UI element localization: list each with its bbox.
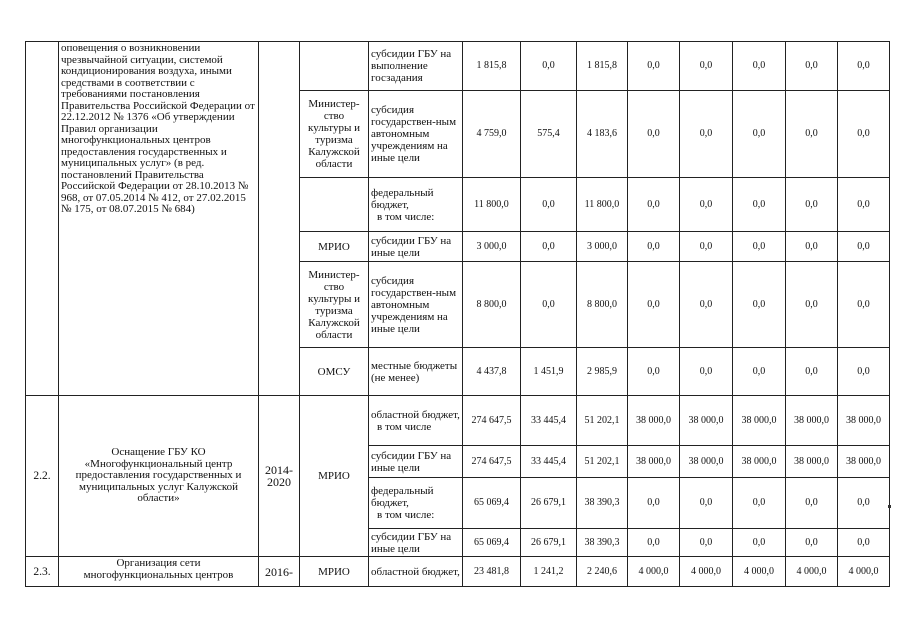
value-cell: 1 815,8 bbox=[577, 42, 628, 91]
executor-cell: МРИО bbox=[300, 232, 369, 262]
section-index-cell: 2.3. bbox=[26, 557, 59, 587]
value-cell: 26 679,1 bbox=[521, 478, 577, 529]
value-cell: 38 000,0 bbox=[628, 396, 680, 446]
value-cell: 8 800,0 bbox=[577, 262, 628, 348]
value-cell: 0,0 bbox=[733, 232, 786, 262]
value-cell: 4 000,0 bbox=[628, 557, 680, 587]
value-cell: 0,0 bbox=[838, 178, 890, 232]
value-cell: 8 800,0 bbox=[463, 262, 521, 348]
value-cell: 0,0 bbox=[786, 478, 838, 529]
value-cell: 0,0 bbox=[628, 42, 680, 91]
scan-dot bbox=[888, 505, 891, 508]
funding-source-line: федеральный бюджет, bbox=[371, 485, 434, 509]
years-cell: 2016- bbox=[259, 557, 300, 587]
value-cell: 0,0 bbox=[521, 232, 577, 262]
budget-table bbox=[25, 41, 890, 587]
value-cell: 0,0 bbox=[628, 178, 680, 232]
executor-cell: Министер-ство культуры и туризма Калужской области bbox=[300, 262, 369, 348]
value-cell: 38 390,3 bbox=[577, 529, 628, 557]
value-cell: 0,0 bbox=[628, 478, 680, 529]
value-cell: 23 481,8 bbox=[463, 557, 521, 587]
value-cell: 0,0 bbox=[786, 529, 838, 557]
funding-source-cell: областной бюджет, bbox=[369, 557, 463, 587]
value-cell: 2 985,9 bbox=[577, 348, 628, 396]
value-cell: 575,4 bbox=[521, 91, 577, 178]
value-cell: 0,0 bbox=[786, 262, 838, 348]
value-cell: 51 202,1 bbox=[577, 396, 628, 446]
funding-source-cell: субсидия государствен-ным автономным учреждениям на иные цели bbox=[369, 262, 463, 348]
funding-source-cell: субсидии ГБУ на выполнение госзадания bbox=[369, 42, 463, 91]
value-cell: 4 000,0 bbox=[786, 557, 838, 587]
value-cell: 0,0 bbox=[628, 232, 680, 262]
executor-cell: МРИО bbox=[300, 396, 369, 557]
value-cell: 38 000,0 bbox=[786, 396, 838, 446]
value-cell: 0,0 bbox=[733, 42, 786, 91]
value-cell: 0,0 bbox=[521, 42, 577, 91]
value-cell: 38 390,3 bbox=[577, 478, 628, 529]
value-cell: 33 445,4 bbox=[521, 396, 577, 446]
value-cell: 65 069,4 bbox=[463, 478, 521, 529]
executor-cell: МРИО bbox=[300, 557, 369, 587]
value-cell: 274 647,5 bbox=[463, 446, 521, 478]
value-cell: 0,0 bbox=[680, 262, 733, 348]
value-cell: 4 000,0 bbox=[838, 557, 890, 587]
value-cell: 0,0 bbox=[838, 478, 890, 529]
value-cell: 0,0 bbox=[521, 262, 577, 348]
value-cell: 0,0 bbox=[628, 348, 680, 396]
funding-source-subline: в том числе: bbox=[377, 509, 435, 521]
value-cell: 0,0 bbox=[733, 348, 786, 396]
value-cell: 0,0 bbox=[838, 529, 890, 557]
value-cell: 0,0 bbox=[628, 262, 680, 348]
value-cell: 0,0 bbox=[680, 529, 733, 557]
value-cell: 4 183,6 bbox=[577, 91, 628, 178]
value-cell: 0,0 bbox=[680, 478, 733, 529]
funding-source-cell: субсидии ГБУ на иные цели bbox=[369, 446, 463, 478]
value-cell: 51 202,1 bbox=[577, 446, 628, 478]
funding-source-cell: местные бюджеты (не менее) bbox=[369, 348, 463, 396]
value-cell: 0,0 bbox=[838, 91, 890, 178]
value-cell: 38 000,0 bbox=[680, 396, 733, 446]
value-cell: 26 679,1 bbox=[521, 529, 577, 557]
value-cell: 0,0 bbox=[680, 91, 733, 178]
section-index-cell: 2.2. bbox=[26, 396, 59, 557]
value-cell: 4 759,0 bbox=[463, 91, 521, 178]
value-cell: 1 241,2 bbox=[521, 557, 577, 587]
value-cell: 38 000,0 bbox=[786, 446, 838, 478]
value-cell: 11 800,0 bbox=[577, 178, 628, 232]
value-cell: 0,0 bbox=[680, 232, 733, 262]
value-cell: 3 000,0 bbox=[463, 232, 521, 262]
value-cell: 38 000,0 bbox=[733, 396, 786, 446]
value-cell: 0,0 bbox=[838, 262, 890, 348]
value-cell: 0,0 bbox=[733, 178, 786, 232]
funding-source-cell bbox=[369, 478, 463, 529]
years-cell bbox=[259, 42, 300, 396]
funding-source-cell bbox=[369, 396, 463, 446]
value-cell: 0,0 bbox=[838, 232, 890, 262]
funding-source-subline: в том числе bbox=[377, 420, 432, 433]
value-cell: 38 000,0 bbox=[838, 396, 890, 446]
value-cell: 0,0 bbox=[786, 42, 838, 91]
executor-cell: ОМСУ bbox=[300, 348, 369, 396]
value-cell: 0,0 bbox=[733, 262, 786, 348]
executor-cell bbox=[300, 42, 369, 91]
funding-source-cell: субсидия государствен-ным автономным учреждениям на иные цели bbox=[369, 91, 463, 178]
value-cell: 0,0 bbox=[628, 91, 680, 178]
measure-name-cell: оповещения о возникновении чрезвычайной ситуации, системой кондиционирования воздуха, иными средствами в соответствии с требованиями постановления Правительства Российской Федерации от 22.12.2012 № 1376 «Об утверждении Правил организации многофункциональных центров предоставления государственных и муниципальных услуг» (в ред. постановлений Правительства Российской Федерации от 28.10.2013 № 968, от 07.05.2014 № 412, от 27.02.2015 № 175, от 08.07.2015 № 684) bbox=[59, 42, 259, 396]
measure-name-cell: Оснащение ГБУ КО «Многофункциональный центр предоставления государственных и муниципальных услуг Калужской области» bbox=[59, 396, 259, 557]
section-index-cell bbox=[26, 42, 59, 396]
value-cell: 0,0 bbox=[786, 91, 838, 178]
funding-source-cell: субсидии ГБУ на иные цели bbox=[369, 529, 463, 557]
executor-cell bbox=[300, 178, 369, 232]
value-cell: 11 800,0 bbox=[463, 178, 521, 232]
table-row bbox=[26, 42, 890, 91]
value-cell: 1 451,9 bbox=[521, 348, 577, 396]
value-cell: 4 000,0 bbox=[733, 557, 786, 587]
value-cell: 38 000,0 bbox=[628, 446, 680, 478]
funding-source-cell: субсидии ГБУ на иные цели bbox=[369, 232, 463, 262]
value-cell: 0,0 bbox=[680, 348, 733, 396]
value-cell: 38 000,0 bbox=[680, 446, 733, 478]
value-cell: 38 000,0 bbox=[838, 446, 890, 478]
value-cell: 0,0 bbox=[786, 232, 838, 262]
value-cell: 0,0 bbox=[838, 348, 890, 396]
value-cell: 4 000,0 bbox=[680, 557, 733, 587]
table-row bbox=[26, 557, 890, 587]
value-cell: 0,0 bbox=[680, 42, 733, 91]
value-cell: 0,0 bbox=[838, 42, 890, 91]
value-cell: 0,0 bbox=[733, 529, 786, 557]
years-cell: 2014-2020 bbox=[259, 396, 300, 557]
value-cell: 33 445,4 bbox=[521, 446, 577, 478]
value-cell: 0,0 bbox=[733, 478, 786, 529]
value-cell: 0,0 bbox=[521, 178, 577, 232]
value-cell: 65 069,4 bbox=[463, 529, 521, 557]
funding-source-line: федеральный бюджет, bbox=[371, 186, 434, 211]
executor-cell: Министер-ство культуры и туризма Калужской области bbox=[300, 91, 369, 178]
table-row bbox=[26, 396, 890, 446]
value-cell: 0,0 bbox=[628, 529, 680, 557]
funding-source-line: областной бюджет, bbox=[371, 408, 460, 421]
value-cell: 1 815,8 bbox=[463, 42, 521, 91]
funding-source-subline: в том числе: bbox=[377, 210, 435, 223]
value-cell: 0,0 bbox=[680, 178, 733, 232]
value-cell: 274 647,5 bbox=[463, 396, 521, 446]
value-cell: 0,0 bbox=[786, 178, 838, 232]
value-cell: 38 000,0 bbox=[733, 446, 786, 478]
measure-name-cell: Организация сети многофункциональных центров bbox=[59, 557, 259, 587]
value-cell: 0,0 bbox=[786, 348, 838, 396]
value-cell: 4 437,8 bbox=[463, 348, 521, 396]
value-cell: 2 240,6 bbox=[577, 557, 628, 587]
value-cell: 3 000,0 bbox=[577, 232, 628, 262]
funding-source-cell bbox=[369, 178, 463, 232]
value-cell: 0,0 bbox=[733, 91, 786, 178]
